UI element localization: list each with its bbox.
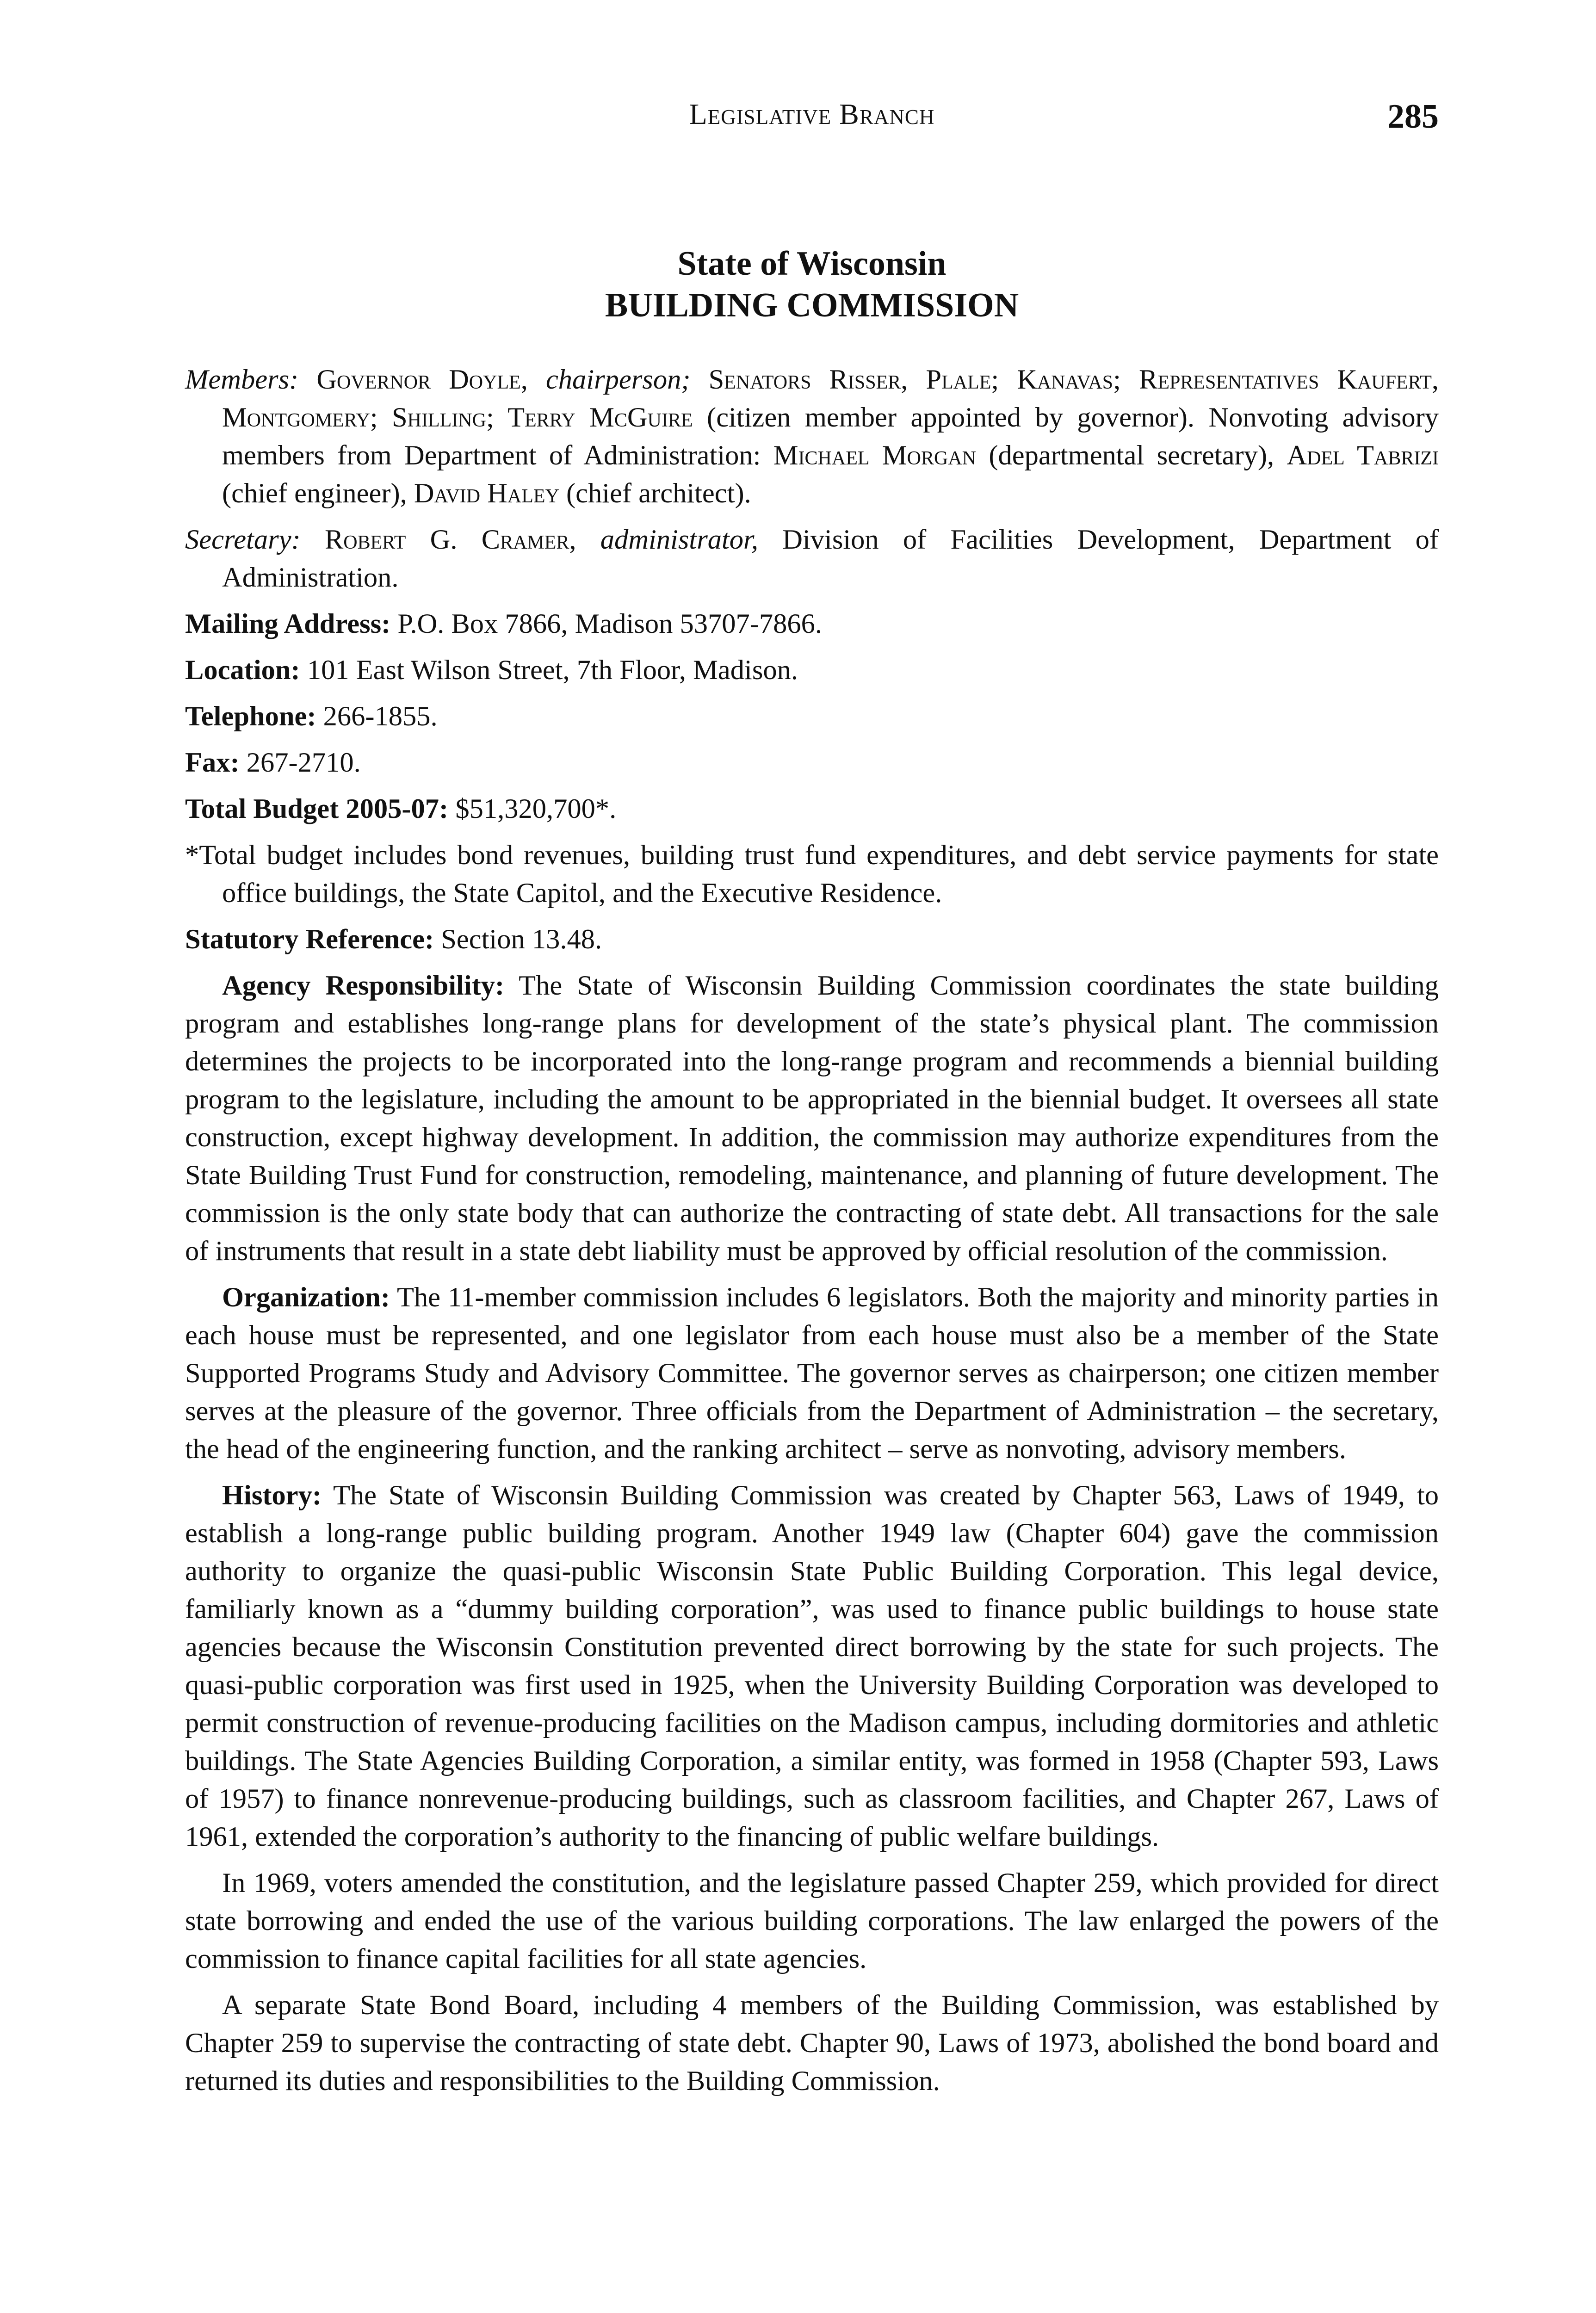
history-paragraph-2: In 1969, voters amended the constitution, and the legislature passed Chapter 259, which provided for direct state borrowing and ended the use of the various building corporations. The law enlarged the powers of the commission to finance capital facilities for all state agencies. (185, 1868, 1439, 1974)
history (185, 1477, 1439, 1856)
advisor-tabrizi-role: (chief engineer), (222, 478, 407, 509)
fax-label: Fax: (185, 747, 240, 778)
telephone (185, 698, 1439, 736)
page-number: 285 (1387, 98, 1439, 136)
secretary-division: Division of Facilities Development, Department of Administration. (222, 524, 1439, 593)
secretary-label: Secretary: (185, 524, 301, 555)
legislator-members: Senators Risser, Plale; Kanavas; Representatives Kaufert, Montgomery; Shilling; Terry McGuire (222, 364, 1439, 433)
telephone-value: 266-1855. (323, 701, 438, 732)
running-head (185, 97, 1439, 148)
budget-value: $51,320,700*. (455, 793, 617, 824)
budget-label: Total Budget 2005-07: (185, 793, 449, 824)
history-text: The State of Wisconsin Building Commission was created by Chapter 563, Laws of 1949, to establish a long-range public building program. Another 1949 law (Chapter 604) gave the commission authority to organize the quasi-public Wisconsin State Public Building Corporation. This legal device, familiarly known as a “dummy building corporation”, was used to finance public buildings to house state agencies because the Wisconsin Constitution prevented direct borrowing by the state for such projects. The quasi-public corporation was first used in 1925, when the University Building Corporation was developed to permit construction of revenue-producing facilities on the Madison campus, including dormitories and athletic buildings. The State Agencies Building Corporation, a similar entity, was formed in 1958 (Chapter 593, Laws of 1957) to finance nonrevenue-producing buildings, such as classroom facilities, and Chapter 267, Laws of 1961, extended the corporation’s authority to the financing of public welfare buildings. (185, 1480, 1439, 1852)
document-page (185, 0, 1439, 2313)
members-label: Members: (185, 364, 299, 395)
secretary-title: administrator, (600, 524, 759, 555)
statutory-value: Section 13.48. (441, 924, 602, 955)
location (185, 651, 1439, 689)
chair-role: chairperson; (545, 364, 691, 395)
organization (185, 1279, 1439, 1468)
budget-footnote: *Total budget includes bond revenues, building trust fund expenditures, and debt service payments for state office buildings, the State Capitol, and the Executive Residence. (185, 840, 1439, 909)
mailing-address (185, 605, 1439, 643)
running-title: Legislative Branch (689, 98, 935, 130)
title-line-1: State of Wisconsin (677, 245, 946, 283)
advisor-haley-role: (chief architect). (566, 478, 751, 509)
body-text (185, 361, 1439, 2109)
history-paragraph-3: A separate State Bond Board, including 4 members of the Building Commission, was established by Chapter 259 to supervise the contracting of state debt. Chapter 90, Laws of 1973, abolished the bond board and returned its duties and responsibilities to the Building Commission. (185, 1990, 1439, 2097)
history-label: History: (222, 1480, 322, 1511)
telephone-label: Telephone: (185, 701, 316, 732)
agency-responsibility (185, 967, 1439, 1270)
fax-value: 267-2710. (246, 747, 361, 778)
location-label: Location: (185, 655, 300, 686)
citizen-note: (citizen member appointed by governor). Nonvoting advisory members from Department of Administration: (222, 402, 1439, 471)
responsibility-text: The State of Wisconsin Building Commission coordinates the state building program and establishes long-range plans for development of the state’s physical plant. The commission determines the projects to be incorporated into the long-range program and recommends a biennial building program to the legislature, including the amount to be appropriated in the biennial budget. It oversees all state construction, except highway development. In addition, the commission may authorize expenditures from the State Building Trust Fund for construction, remodeling, maintenance, and planning of future development. The commission is the only state body that can authorize the contracting of state debt. All transactions for the sale of instruments that result in a state debt liability must be approved by official resolution of the commission. (185, 970, 1439, 1267)
statutory-label: Statutory Reference: (185, 924, 434, 955)
location-value: 101 East Wilson Street, 7th Floor, Madison. (307, 655, 798, 686)
mailing-value: P.O. Box 7866, Madison 53707-7866. (397, 608, 823, 639)
fax (185, 744, 1439, 782)
total-budget (185, 790, 1439, 828)
organization-text: The 11-member commission includes 6 legislators. Both the majority and minority parties in each house must be represented, and one legislator from each house must also be a member of the State Supported Programs Study and Advisory Committee. The governor serves as chairperson; one citizen member serves at the pleasure of the governor. Three officials from the Department of Administration – the secretary, the head of the engineering function, and the ranking architect – serve as nonvoting, advisory members. (185, 1282, 1439, 1465)
governor-name: Governor Doyle (316, 364, 521, 395)
secretary-name: Robert G. Cramer, (324, 524, 576, 555)
responsibility-label: Agency Responsibility: (222, 970, 505, 1001)
secretary-paragraph (185, 521, 1439, 597)
advisor-morgan: Michael Morgan (773, 440, 976, 471)
advisor-morgan-role: (departmental secretary), (989, 440, 1274, 471)
statutory-reference (185, 921, 1439, 959)
members-paragraph: Members: Governor Doyle, chairperson; Senators Risser, Plale; Kanavas; Representatives Kaufert, Montgomery; Shilling; Terry McGuire (citizen member appointed by governor). Nonvoting advisory members from Department of Administration: Michael Morgan (departmental secretary), Adel Tabrizi (chief engineer), David Haley (chief architect). (185, 364, 1439, 509)
advisor-haley: David Haley (414, 478, 559, 509)
title-line-2: BUILDING COMMISSION (605, 286, 1019, 324)
mailing-label: Mailing Address: (185, 608, 391, 639)
organization-label: Organization: (222, 1282, 390, 1313)
advisor-tabrizi: Adel Tabrizi (1287, 440, 1439, 471)
section-title (185, 243, 1439, 326)
